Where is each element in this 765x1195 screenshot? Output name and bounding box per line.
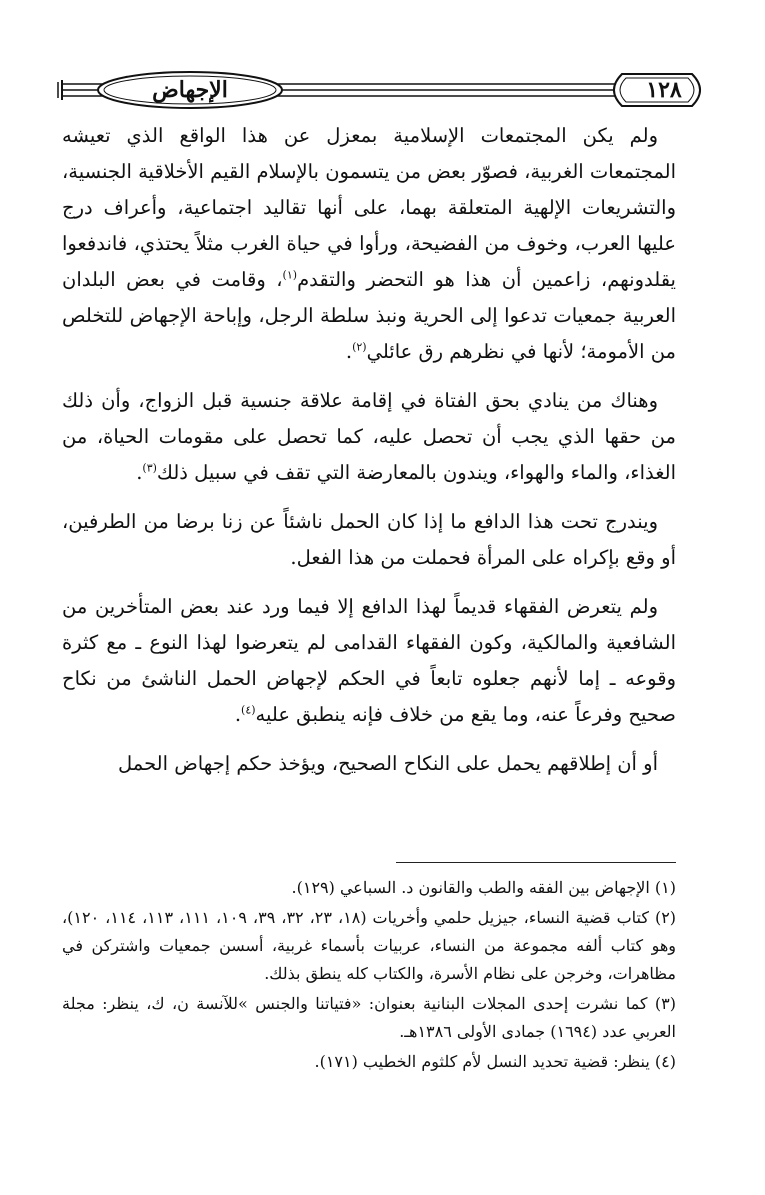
running-title: الإجهاض <box>152 77 228 103</box>
footnotes <box>62 874 676 1078</box>
footnote-separator <box>396 862 676 863</box>
paragraph: ولم يكن المجتمعات الإسلامية بمعزل عن هذا الواقع الذي تعيشه المجتمعات الغربية، فصوّر بعض من يتسمون بالإسلام القيم الأخلاقية الجنسية، والتشريعات الإلهية المتعلقة بهما، على أنها تقاليد اجتماعية، وأعراف درج عليها العرب، وخوف من الفضيحة، ورأوا في حياة الغرب مثلاً يحتذي، فاندفعوا يقلدونهم، زاعمين أن هذا هو التحضر والتقدم$^{(١)}$، وقامت في بعض البلدان العربية جمعيات تدعوا إلى الحرية ونبذ سلطة الرجل، وإباحة الإجهاض للتخلص من الأمومة؛ لأنها في نظرهم رق عائلي$^{(٢)}$. <box>62 124 676 363</box>
footnote: (٢) كتاب قضية النساء، جيزيل حلمي وأخريات (١٨، ٢٣، ٣٢، ٣٩، ١٠٩، ١١١، ١١٣، ١١٤، ١٢٠)، وهو كتاب ألفه مجموعة من النساء، عربيات بأسماء غربية، أسسن جمعيات واشتركن في مظاهرات، وخرجن على نظام الأسرة، والكتاب كله ينطق بذلك. <box>62 908 677 983</box>
paragraph: ولم يتعرض الفقهاء قديماً لهذا الدافع إلا فيما ورد عند بعض المتأخرين من الشافعية والمالكية، وكون الفقهاء القدامى لم يتعرضوا لهذا النوع ـ مع كثرة وقوعه ـ إما لأنهم جعلوه تابعاً في الحكم لإجهاض الحمل الناشئ من نكاح صحيح وفرعاً عنه، وما يقع من خلاف فإنه ينطبق عليه$^{(٤)}$. <box>62 595 676 726</box>
footnote: (٤) ينظر: قضية تحديد النسل لأم كلثوم الخطيب (١٧١). <box>314 1052 676 1071</box>
paragraph: أو أن إطلاقهم يحمل على النكاح الصحيح، ويؤخذ حكم إجهاض الحمل <box>118 752 658 775</box>
page-header <box>52 70 712 114</box>
footnote: (٣) كما نشرت إحدى المجلات البنانية بعنوان: «فتياتنا والجنس »للآنسة ن، ك، ينظر: مجلة العربي عدد (١٦٩٤) جمادى الأولى ١٣٨٦هـ. <box>62 994 676 1041</box>
footnote-ref: (٤) <box>241 703 256 717</box>
paragraph: وهناك من ينادي بحق الفتاة في إقامة علاقة جنسية قبل الزواج، وأن ذلك من حقها الذي يجب أن تحصل عليه، كما تحصل على مقومات الحياة، من الغذاء، والماء والهواء، ويندون بالمعارضة التي تقف في سبيل ذلك$^{(٣)}$. <box>62 389 676 484</box>
footnote: (١) الإجهاض بين الفقه والطب والقانون د. السباعي (١٢٩). <box>291 878 676 897</box>
main-text <box>62 118 676 795</box>
footnote-ref: (٢) <box>352 340 367 354</box>
page-number: ١٢٨ <box>646 77 682 103</box>
footnote-ref: (٣) <box>142 461 157 475</box>
footnote-ref: (١) <box>282 268 298 282</box>
paragraph: ويندرج تحت هذا الدافع ما إذا كان الحمل ناشئاً عن زنا برضا من الطرفين، أو وقع بإكراه على المرأة فحملت من هذا الفعل. <box>62 510 676 569</box>
